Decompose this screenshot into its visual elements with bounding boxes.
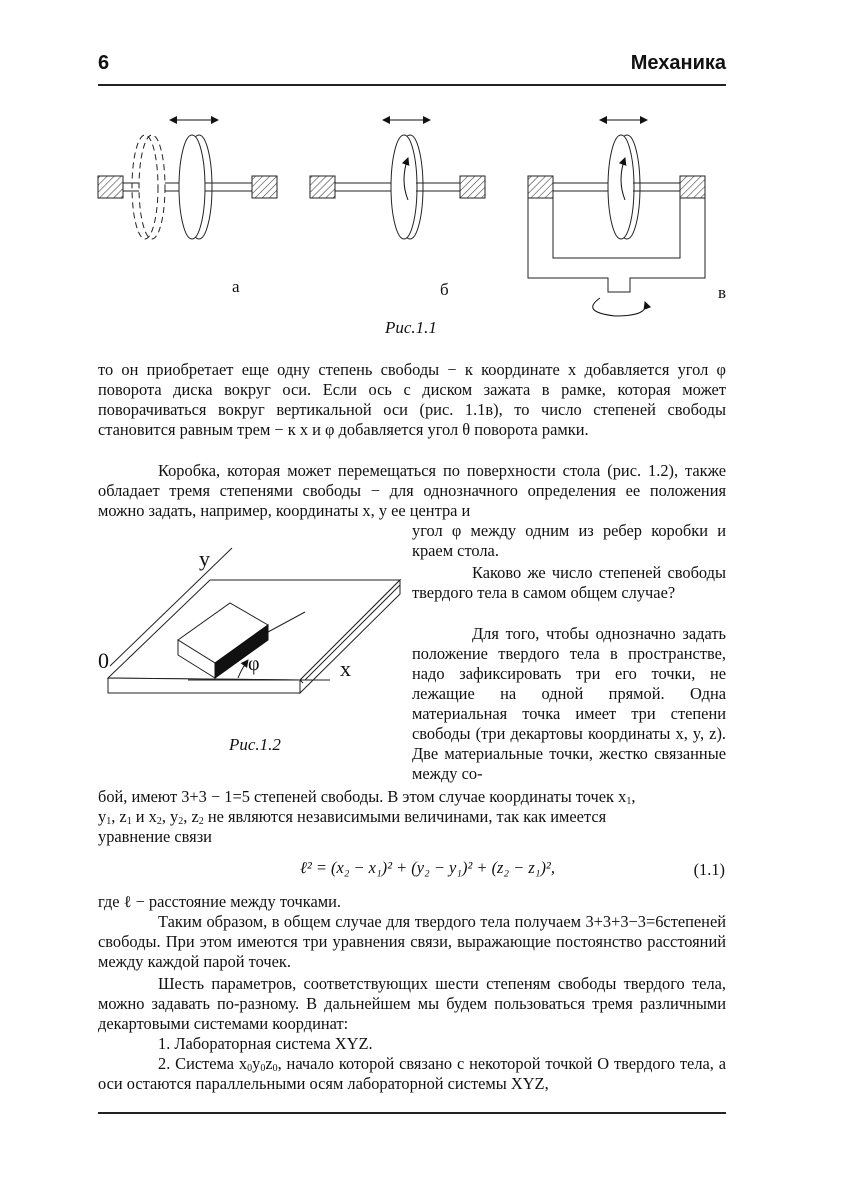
angle-phi-label: φ	[248, 653, 260, 675]
paragraph-4-line-1: бой, имеют 3+3 − 1=5 степеней свободы. В этом случае координаты точек $x_1$,	[98, 787, 636, 807]
paragraph-3: Каково же число степеней свободы твердого тела в самом общем случае?	[412, 563, 726, 602]
footer-rule	[98, 1112, 726, 1114]
figure-1-1-caption: Рис.1.1	[385, 318, 437, 337]
figure-1-2-caption: Рис.1.2	[229, 735, 281, 754]
equation-number: (1.1)	[693, 860, 725, 879]
fig-b-label: б	[440, 280, 449, 299]
axis-y-label: y	[199, 546, 210, 571]
fig-c-label: в	[718, 283, 727, 302]
paragraph-4: Для того, чтобы однозначно задать положение твердого тела в пространстве, надо зафиксировать три его точки, не лежащие на одной прямой. Одна материальная точка имеет три степени свободы (три декартовы координаты x, y, z). Две материальные точки, жестко связанные между со-	[412, 624, 726, 783]
origin-label: 0	[98, 648, 109, 673]
equation-1-1: ℓ² = (x₂ − x₁)² + (y₂ − y₁)² + (z₂ − z₁)²,	[300, 858, 555, 877]
paragraph-1: то он приобретает еще одну степень свободы − к координате x добавляется угол φ поворота диска вокруг оси. Если ось с диском зажата в рамке, которая может поворачиваться вокруг вертикальной оси (рис. 1.1в), то число степеней свободы становится равным трем − к x и φ добавляется угол θ поворота рамки.	[98, 360, 726, 439]
paragraph-2: Коробка, которая может перемещаться по поверхности стола (рис. 1.2), также обладает тремя степенями свободы − для однозначного определения ее положения можно задать, например, координаты x, y ее центра и	[98, 461, 726, 520]
fig-a-label: а	[232, 277, 240, 296]
paragraph-2-continued: угол φ между одним из ребер коробки и краем стола.	[412, 521, 726, 560]
list-item-2: 2. Система $x_0y_0z_0$, начало которой связано с некоторой точкой O твердого тела, а оси остаются параллельными осям лабораторной системы XYZ,	[98, 1054, 726, 1093]
paragraph-4-line-2: $y_1$, $z_1$ и $x_2$, $y_2$, $z_2$ не являются независимыми величинами, так как имеется	[98, 807, 607, 827]
paragraph-4-line-3: уравнение связи	[98, 827, 212, 846]
running-title: Механика	[630, 52, 726, 74]
paragraph-5: где ℓ − расстояние между точками.	[98, 892, 342, 911]
paragraph-6: Таким образом, в общем случае для твердого тела получаем 3+3+3−3=6степеней свободы. При этом имеются три уравнения связи, выражающие постоянство расстояний между каждой парой точек.	[98, 912, 726, 971]
page-number: 6	[98, 52, 110, 74]
axis-x-label: x	[340, 656, 351, 681]
list-item-1: 1. Лабораторная система XYZ.	[158, 1034, 373, 1053]
paragraph-7: Шесть параметров, соответствующих шести степеням свободы твердого тела, можно задавать по-разному. В дальнейшем мы будем пользоваться тремя различными декартовыми системами координат:	[98, 974, 726, 1033]
